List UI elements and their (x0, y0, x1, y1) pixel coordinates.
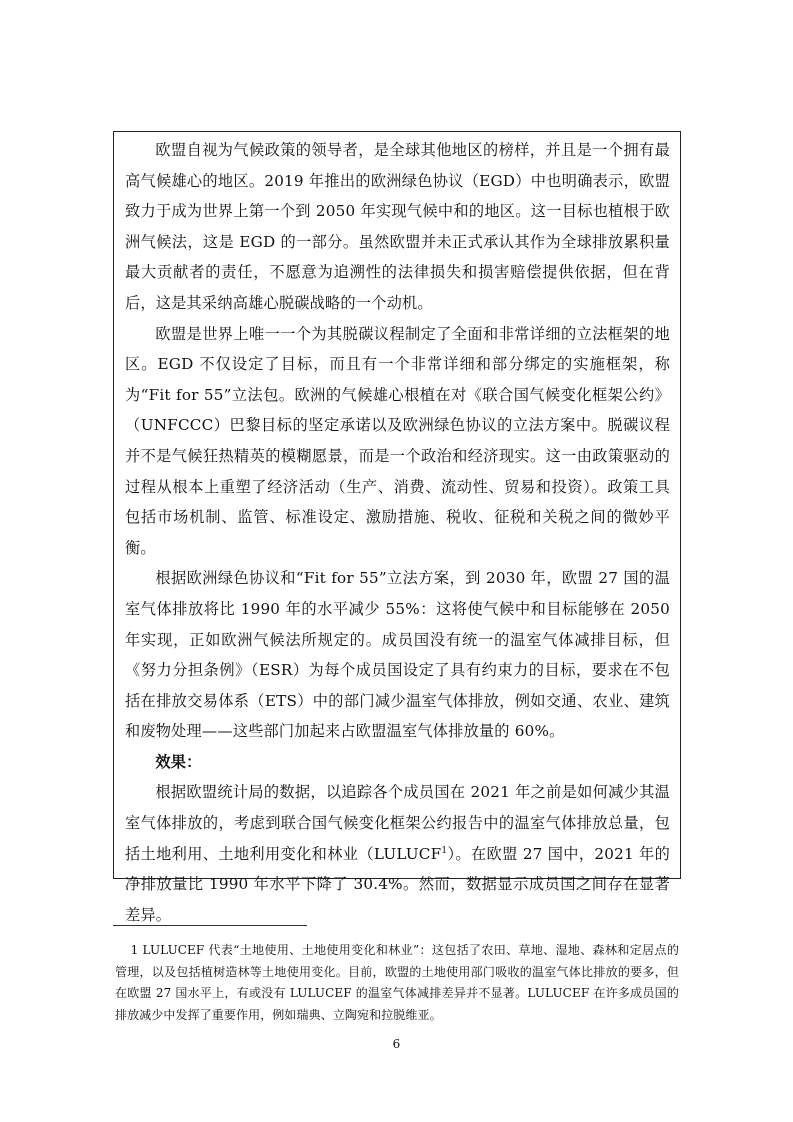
effects-text-part-2: ）。在欧盟 27 国中，2021 年的净排放量比 1990 年水平下降了 30.4%。然而，数据显示成员国之间存在显著差异。 (125, 844, 670, 924)
paragraph-legislative-framework: 欧盟是世界上唯一一个为其脱碳议程制定了全面和非常详细的立法框架的地区。EGD 不仅设定了目标，而且有一个非常详细和部分绑定的实施框架，称为“Fit for 55”立法包。欧洲的气候雄心根植在对《联合国气候变化框架公约》（UNFCCC）巴黎目标的坚定承诺以及欧洲绿色协议的立法方案中。脱碳议程并不是气候狂热精英的模糊愿景，而是一个政治和经济现实。这一由政策驱动的过程从根本上重塑了经济活动（生产、消费、流动性、贸易和投资）。政策工具包括市场机制、监管、标准设定、激励措施、税收、征税和关税之间的微妙平衡。 (125, 324, 670, 557)
footnote-reference[interactable]: 1 (441, 845, 448, 856)
paragraph-effects (125, 777, 670, 930)
footnote-number: 1 (130, 943, 139, 957)
footnote (115, 940, 679, 1026)
paragraph-fit-for-55-targets: 根据欧洲绿色协议和“Fit for 55”立法方案，到 2030 年，欧盟 27 国的温室气体排放将比 1990 年的水平减少 55%：这将使气候中和目标能够在 2050 年实现，正如欧洲气候法所规定的。成员国没有统一的温室气体减排目标，但《努力分担条例》（ESR）为每个成员国设定了具有约束力的目标，要求在不包括在排放交易体系（ETS）中的部门减少温室气体排放，例如交通、农业、建筑和废物处理——这些部门加起来占欧盟温室气体排放量的 60%。 (125, 569, 670, 741)
paragraph-eu-leadership: 欧盟自视为气候政策的领导者，是全球其他地区的榜样，并且是一个拥有最高气候雄心的地区。2019 年推出的欧洲绿色协议（EGD）中也明确表示，欧盟致力于成为世界上第一个到 2050 年实现气候中和的地区。这一目标也植根于欧洲气候法，这是 EGD 的一部分。虽然欧盟并未正式承认其作为全球排放累积量最大贡献者的责任，不愿意为追溯性的法律损失和损害赔偿提供依据，但在背后，这是其采纳高雄心脱碳战略的一个动机。 (125, 141, 670, 312)
effects-text-part-1: 根据欧盟统计局的数据，以追踪各个成员国在 2021 年之前是如何减少其温室气体排放的，考虑到联合国气候变化框架公约报告中的温室气体排放总量，包括土地利用、土地利用变化和林业（LULUCF (125, 783, 670, 863)
text-box (113, 131, 681, 924)
page-number: 6 (392, 1037, 401, 1051)
footnote-text: LULUCEF 代表“土地使用、土地使用变化和林业”：这包括了农田、草地、湿地、森林和定居点的管理，以及包括植树造林等土地使用变化。目前，欧盟的土地使用部门吸收的温室气体比排放的要多，但在欧盟 27 国水平上，有或没有 LULUCEF 的温室气体减排差异并不显著。LULUCEF 在许多成员国的排放减少中发挥了重要作用，例如瑞典、立陶宛和拉脱维亚。 (115, 943, 679, 1022)
footnote-divider (113, 925, 307, 926)
effects-heading: 效果： (155, 752, 202, 771)
